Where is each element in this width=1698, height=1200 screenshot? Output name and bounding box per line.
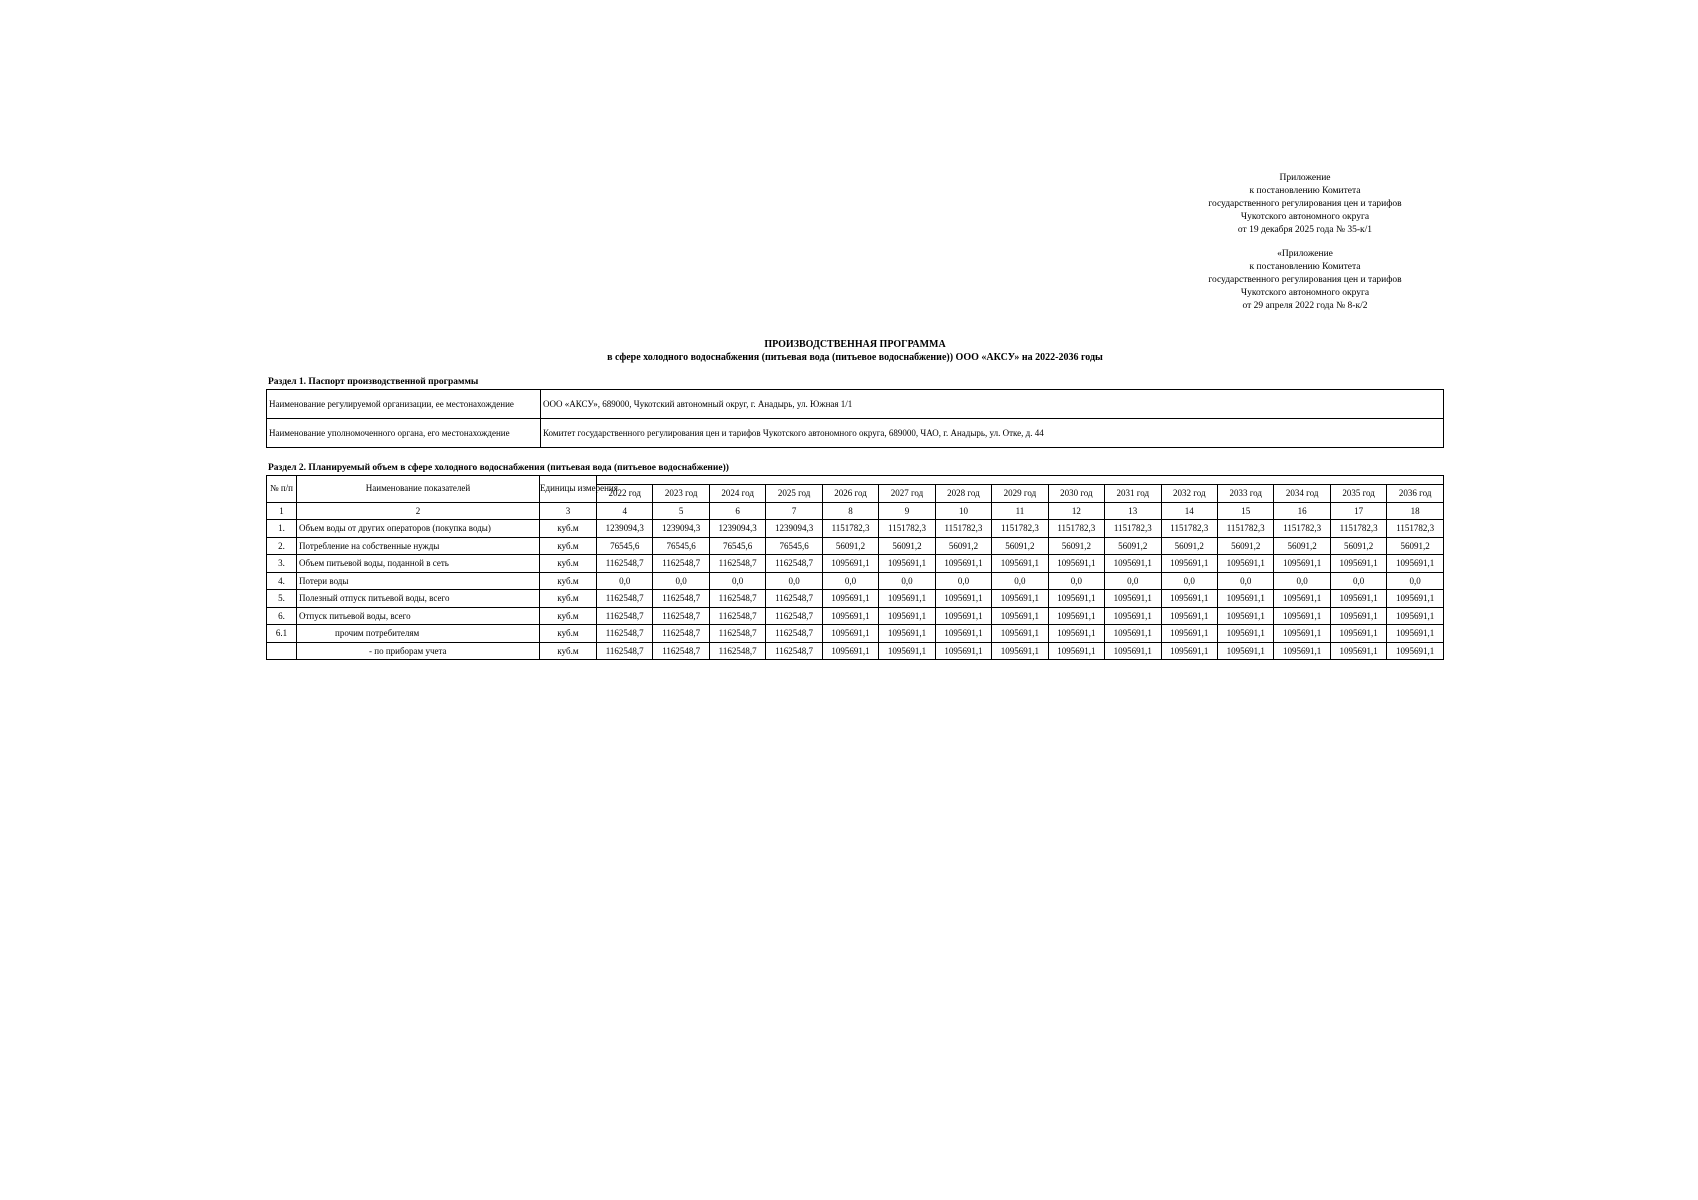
row-value: 1095691,1 [1161,607,1217,625]
row-value: 1151782,3 [1048,520,1104,538]
column-number: 16 [1274,502,1330,520]
row-num: 6.1 [267,625,297,643]
table-row [267,625,1444,643]
row-value: 1151782,3 [1217,520,1273,538]
row-value: 1095691,1 [1330,590,1386,608]
row-value: 1151782,3 [935,520,991,538]
row-value: 0,0 [1217,572,1273,590]
column-number: 2 [297,502,540,520]
row-value: 1162548,7 [709,625,765,643]
row-value: 1095691,1 [1161,590,1217,608]
row-num: 4. [267,572,297,590]
appendix-line: «Приложение [1277,249,1333,259]
row-name: Объем питьевой воды, поданной в сеть [297,555,540,573]
row-name: Объем воды от других операторов (покупка воды) [297,520,540,538]
row-unit: куб.м [540,555,597,573]
row-value: 1095691,1 [1105,607,1161,625]
row-value: 1095691,1 [822,590,878,608]
row-value: 1095691,1 [1048,555,1104,573]
production-program-table [266,475,1444,660]
table-row [267,572,1444,590]
row-num [267,642,297,660]
year-header: 2024 год [709,485,765,503]
year-header: 2026 год [822,485,878,503]
row-value: 1162548,7 [597,590,653,608]
row-value: 1162548,7 [766,555,822,573]
appendix-gap [1175,237,1435,248]
column-number: 17 [1330,502,1386,520]
row-value: 1095691,1 [1048,625,1104,643]
row-value: 0,0 [822,572,878,590]
row-value: 1095691,1 [1048,607,1104,625]
year-header: 2034 год [1274,485,1330,503]
column-number: 1 [267,502,297,520]
row-value: 1095691,1 [879,590,935,608]
header-years-group [597,476,1444,485]
column-number: 11 [992,502,1048,520]
row-value: 56091,2 [1274,537,1330,555]
row-value: 1095691,1 [992,625,1048,643]
year-header: 2030 год [1048,485,1104,503]
row-value: 1162548,7 [597,607,653,625]
row-value: 56091,2 [935,537,991,555]
title-line-1: ПРОИЗВОДСТВЕННАЯ ПРОГРАММА [764,339,946,350]
row-value: 1095691,1 [1048,642,1104,660]
row-name: прочим потребителям [297,625,540,643]
row-value: 1095691,1 [1274,607,1330,625]
row-value: 1095691,1 [1274,590,1330,608]
row-name: - по приборам учета [297,642,540,660]
row-value: 1095691,1 [935,590,991,608]
appendix-line: государственного регулирования цен и тарифов [1208,199,1402,209]
row-value: 56091,2 [1387,537,1444,555]
row-value: 0,0 [935,572,991,590]
row-unit: куб.м [540,590,597,608]
row-value: 1095691,1 [1161,642,1217,660]
row-value: 1095691,1 [1217,607,1273,625]
row-value: 1095691,1 [1274,555,1330,573]
row-value: 1095691,1 [1330,555,1386,573]
row-value: 1095691,1 [1387,642,1444,660]
row-value: 1095691,1 [1105,625,1161,643]
row-value: 1095691,1 [1274,642,1330,660]
table-row [267,555,1444,573]
row-unit: куб.м [540,572,597,590]
row-value: 0,0 [709,572,765,590]
year-header: 2033 год [1217,485,1273,503]
appendix-line: Чукотского автономного округа [1240,288,1370,298]
row-value: 1095691,1 [1048,590,1104,608]
section-2-title: Раздел 2. Планируемый объем в сфере холодного водоснабжения (питьевая вода (питьевое водоснабжение)) [268,463,729,473]
column-number: 14 [1161,502,1217,520]
row-value: 1162548,7 [653,607,709,625]
column-number: 5 [653,502,709,520]
row-unit: куб.м [540,625,597,643]
column-number: 3 [540,502,597,520]
row-value: 56091,2 [879,537,935,555]
row-value: 1162548,7 [709,607,765,625]
row-num: 2. [267,537,297,555]
header-unit: Единицы измерения [540,476,597,503]
passport-row [267,419,1444,448]
passport-row [267,390,1444,419]
row-value: 1095691,1 [1387,590,1444,608]
row-value: 1095691,1 [1105,590,1161,608]
row-value: 1151782,3 [1330,520,1386,538]
column-number: 15 [1217,502,1273,520]
row-value: 0,0 [1161,572,1217,590]
row-num: 1. [267,520,297,538]
row-value: 1095691,1 [1105,555,1161,573]
row-value: 0,0 [597,572,653,590]
appendix-line: Приложение [1279,173,1331,183]
row-value: 1095691,1 [935,625,991,643]
row-value: 1239094,3 [597,520,653,538]
document-title [265,338,1445,364]
row-value: 0,0 [879,572,935,590]
row-value: 1095691,1 [1217,642,1273,660]
table-row [267,607,1444,625]
row-value: 1095691,1 [822,642,878,660]
row-value: 1239094,3 [653,520,709,538]
row-value: 1095691,1 [879,607,935,625]
year-header: 2032 год [1161,485,1217,503]
appendix-line: от 19 декабря 2025 года № 35-к/1 [1237,225,1373,235]
row-value: 1095691,1 [935,642,991,660]
row-value: 1095691,1 [992,555,1048,573]
column-number: 9 [879,502,935,520]
row-value: 1162548,7 [653,590,709,608]
row-value: 0,0 [1274,572,1330,590]
row-value: 1151782,3 [1105,520,1161,538]
row-value: 1239094,3 [709,520,765,538]
year-header: 2031 год [1105,485,1161,503]
row-value: 1095691,1 [1387,555,1444,573]
row-value: 56091,2 [822,537,878,555]
row-value: 1239094,3 [766,520,822,538]
passport-table [266,389,1444,448]
row-value: 1095691,1 [935,555,991,573]
row-value: 0,0 [766,572,822,590]
column-number: 7 [766,502,822,520]
row-value: 0,0 [653,572,709,590]
column-numbers-row [267,502,1444,520]
row-value: 1095691,1 [879,642,935,660]
row-value: 1095691,1 [1217,590,1273,608]
row-value: 1151782,3 [1161,520,1217,538]
row-value: 1095691,1 [1330,642,1386,660]
year-header: 2028 год [935,485,991,503]
row-value: 1162548,7 [597,555,653,573]
table-row [267,537,1444,555]
row-num: 5. [267,590,297,608]
row-value: 0,0 [1048,572,1104,590]
row-value: 1095691,1 [822,555,878,573]
row-value: 1162548,7 [653,642,709,660]
row-value: 1162548,7 [766,590,822,608]
row-value: 1162548,7 [709,590,765,608]
row-value: 56091,2 [992,537,1048,555]
section-1-title: Раздел 1. Паспорт производственной программы [268,377,479,387]
row-name: Потери воды [297,572,540,590]
row-value: 1162548,7 [597,642,653,660]
row-value: 1095691,1 [879,555,935,573]
row-unit: куб.м [540,520,597,538]
row-value: 76545,6 [766,537,822,555]
row-value: 1095691,1 [822,625,878,643]
row-value: 1162548,7 [766,642,822,660]
row-value: 1095691,1 [1161,625,1217,643]
row-value: 1162548,7 [653,625,709,643]
row-value: 1095691,1 [992,590,1048,608]
row-value: 1095691,1 [992,607,1048,625]
row-value: 1095691,1 [1105,642,1161,660]
column-number: 8 [822,502,878,520]
row-value: 1162548,7 [709,555,765,573]
row-value: 1162548,7 [653,555,709,573]
row-unit: куб.м [540,537,597,555]
year-header: 2023 год [653,485,709,503]
row-unit: куб.м [540,642,597,660]
row-value: 0,0 [1105,572,1161,590]
row-value: 1151782,3 [1274,520,1330,538]
row-num: 6. [267,607,297,625]
passport-label: Наименование уполномоченного органа, его местонахождение [267,419,541,448]
row-value: 0,0 [992,572,1048,590]
row-value: 1095691,1 [1217,555,1273,573]
row-value: 76545,6 [709,537,765,555]
row-unit: куб.м [540,607,597,625]
year-header: 2025 год [766,485,822,503]
row-value: 1095691,1 [935,607,991,625]
row-value: 56091,2 [1105,537,1161,555]
row-value: 1162548,7 [766,607,822,625]
row-value: 0,0 [1330,572,1386,590]
header-name: Наименование показателей [297,476,540,503]
year-header: 2035 год [1330,485,1386,503]
row-value: 1095691,1 [1217,625,1273,643]
row-value: 1151782,3 [992,520,1048,538]
row-value: 1095691,1 [1387,607,1444,625]
row-value: 1151782,3 [822,520,878,538]
row-value: 76545,6 [597,537,653,555]
appendix-line: к постановлению Комитета [1249,186,1361,196]
row-value: 1162548,7 [597,625,653,643]
appendix-line: к постановлению Комитета [1249,262,1361,272]
row-value: 1095691,1 [1330,607,1386,625]
row-name: Отпуск питьевой воды, всего [297,607,540,625]
row-value: 1095691,1 [879,625,935,643]
row-value: 1095691,1 [1161,555,1217,573]
header-num: № п/п [267,476,297,503]
row-value: 1151782,3 [1387,520,1444,538]
row-value: 1095691,1 [1387,625,1444,643]
passport-value: Комитет государственного регулирования цен и тарифов Чукотского автономного округа, 689000, ЧАО, г. Анадырь, ул. Отке, д. 44 [541,419,1444,448]
row-value: 1151782,3 [879,520,935,538]
year-header: 2036 год [1387,485,1444,503]
column-number: 12 [1048,502,1104,520]
row-value: 1095691,1 [822,607,878,625]
row-value: 1162548,7 [766,625,822,643]
row-num: 3. [267,555,297,573]
row-value: 56091,2 [1217,537,1273,555]
table-row [267,642,1444,660]
title-line-2: в сфере холодного водоснабжения (питьевая вода (питьевое водоснабжение)) ООО «АКСУ» на 2022-2036 годы [607,352,1103,363]
column-number: 6 [709,502,765,520]
table-row [267,520,1444,538]
row-value: 76545,6 [653,537,709,555]
column-number: 13 [1105,502,1161,520]
row-value: 56091,2 [1161,537,1217,555]
header-row [267,476,1444,485]
year-header: 2029 год [992,485,1048,503]
appendix-line: государственного регулирования цен и тарифов [1208,275,1402,285]
passport-value: ООО «АКСУ», 689000, Чукотский автономный округ, г. Анадырь, ул. Южная 1/1 [541,390,1444,419]
column-number: 18 [1387,502,1444,520]
passport-label: Наименование регулируемой организации, ее местонахождение [267,390,541,419]
row-value: 56091,2 [1330,537,1386,555]
row-value: 1162548,7 [709,642,765,660]
table-row [267,590,1444,608]
year-header: 2027 год [879,485,935,503]
row-name: Полезный отпуск питьевой воды, всего [297,590,540,608]
row-name: Потребление на собственные нужды [297,537,540,555]
appendix-line: Чукотского автономного округа [1240,212,1370,222]
row-value: 1095691,1 [1274,625,1330,643]
year-header: 2022 год [597,485,653,503]
row-value: 1095691,1 [1330,625,1386,643]
row-value: 1095691,1 [992,642,1048,660]
column-number: 10 [935,502,991,520]
column-number: 4 [597,502,653,520]
appendix-block [1175,172,1435,313]
row-value: 0,0 [1387,572,1444,590]
row-value: 56091,2 [1048,537,1104,555]
appendix-line: от 29 апреля 2022 года № 8-к/2 [1242,301,1368,311]
